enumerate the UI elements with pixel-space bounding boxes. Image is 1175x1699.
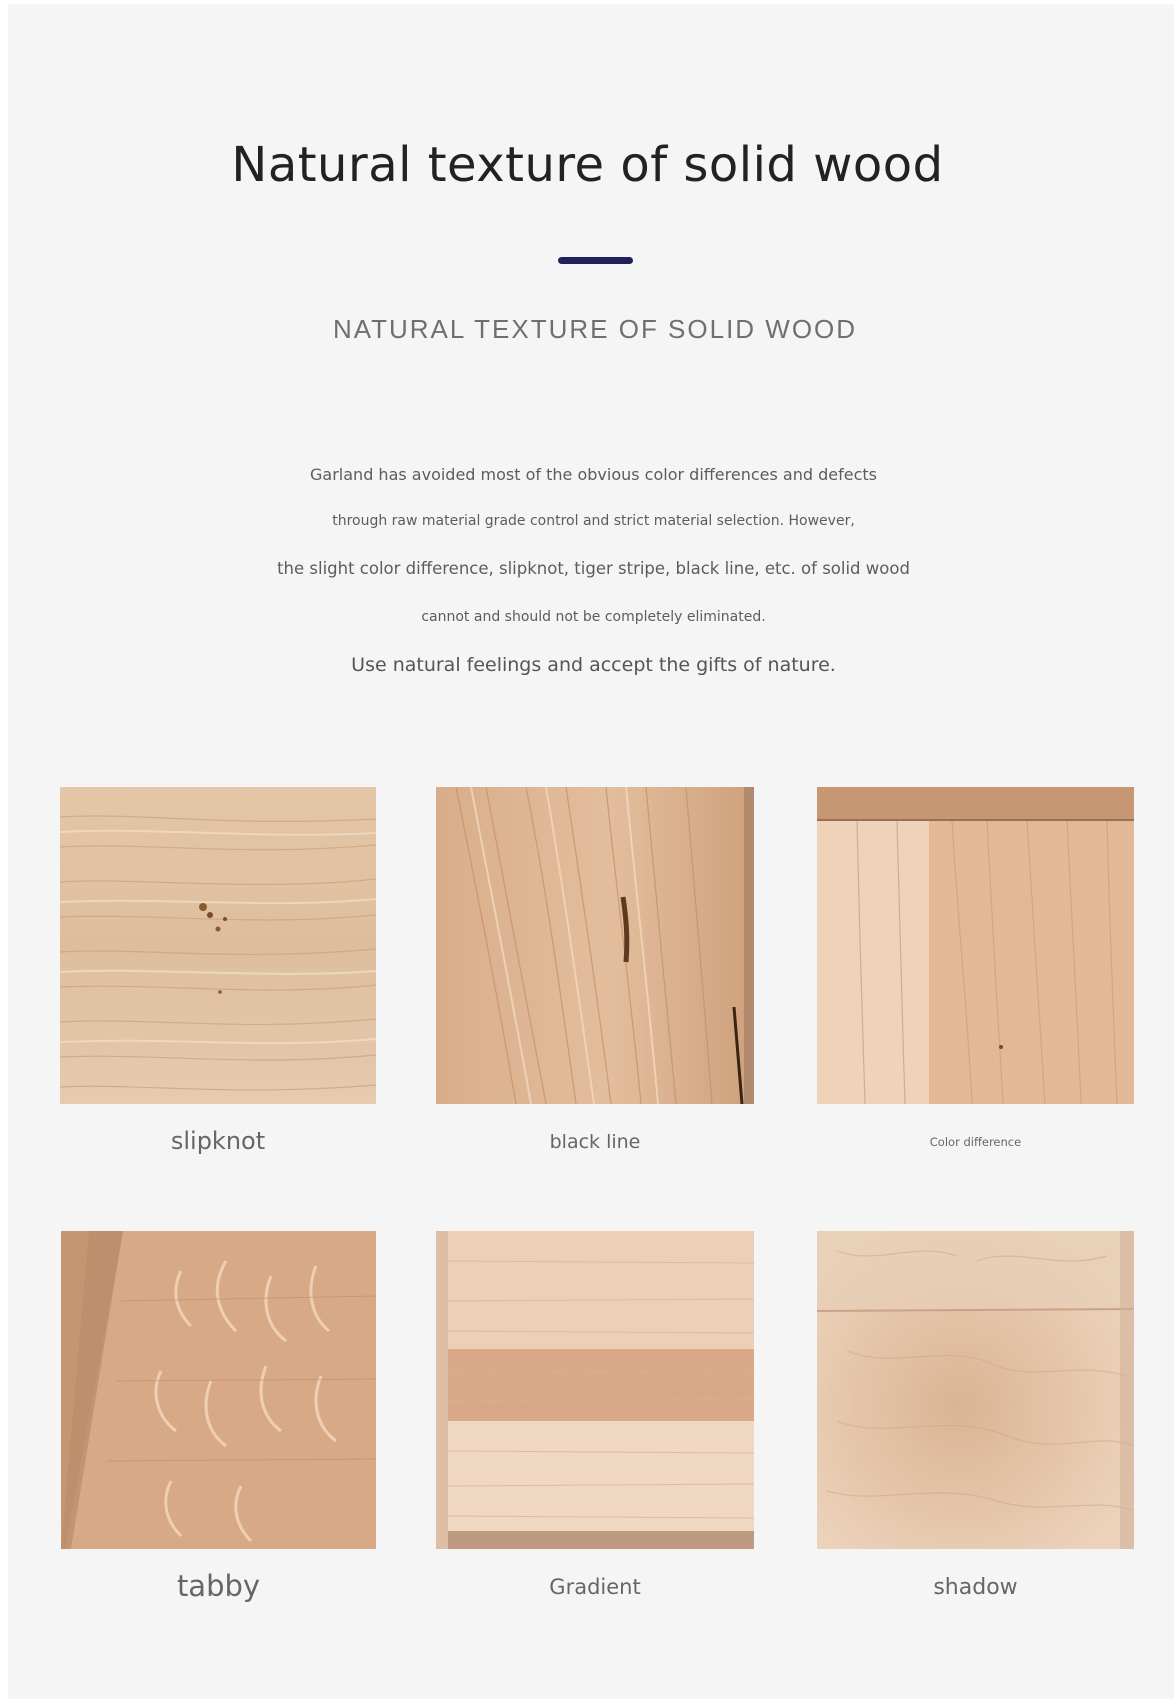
wood-sample-color-difference-image bbox=[817, 787, 1134, 1104]
caption-slipknot: slipknot bbox=[170, 1127, 266, 1155]
wood-sample-gradient-image bbox=[436, 1231, 754, 1549]
description-line-1: Garland has avoided most of the obvious color differences and defects bbox=[310, 465, 877, 484]
caption-black-line: black line bbox=[549, 1131, 641, 1153]
description-line-4: cannot and should not be completely eliminated. bbox=[421, 609, 766, 625]
description-line-3: the slight color difference, slipknot, tiger stripe, black line, etc. of solid wood bbox=[277, 559, 910, 578]
page-subtitle: NATURAL TEXTURE OF SOLID WOOD bbox=[332, 314, 858, 344]
title-divider bbox=[558, 257, 633, 264]
wood-sample-tabby-image bbox=[61, 1231, 376, 1549]
caption-color-difference: Color difference bbox=[929, 1135, 1022, 1149]
wood-sample-shadow-image bbox=[817, 1231, 1134, 1549]
caption-gradient: Gradient bbox=[549, 1575, 641, 1599]
caption-tabby: tabby bbox=[176, 1569, 261, 1603]
wood-sample-black-line-image bbox=[436, 787, 754, 1104]
page-title: Natural texture of solid wood bbox=[231, 137, 944, 193]
description-line-5: Use natural feelings and accept the gifts of nature. bbox=[351, 654, 836, 676]
description-line-2: through raw material grade control and strict material selection. However, bbox=[332, 513, 855, 529]
wood-sample-slipknot-image bbox=[60, 787, 376, 1104]
caption-shadow: shadow bbox=[933, 1575, 1018, 1600]
